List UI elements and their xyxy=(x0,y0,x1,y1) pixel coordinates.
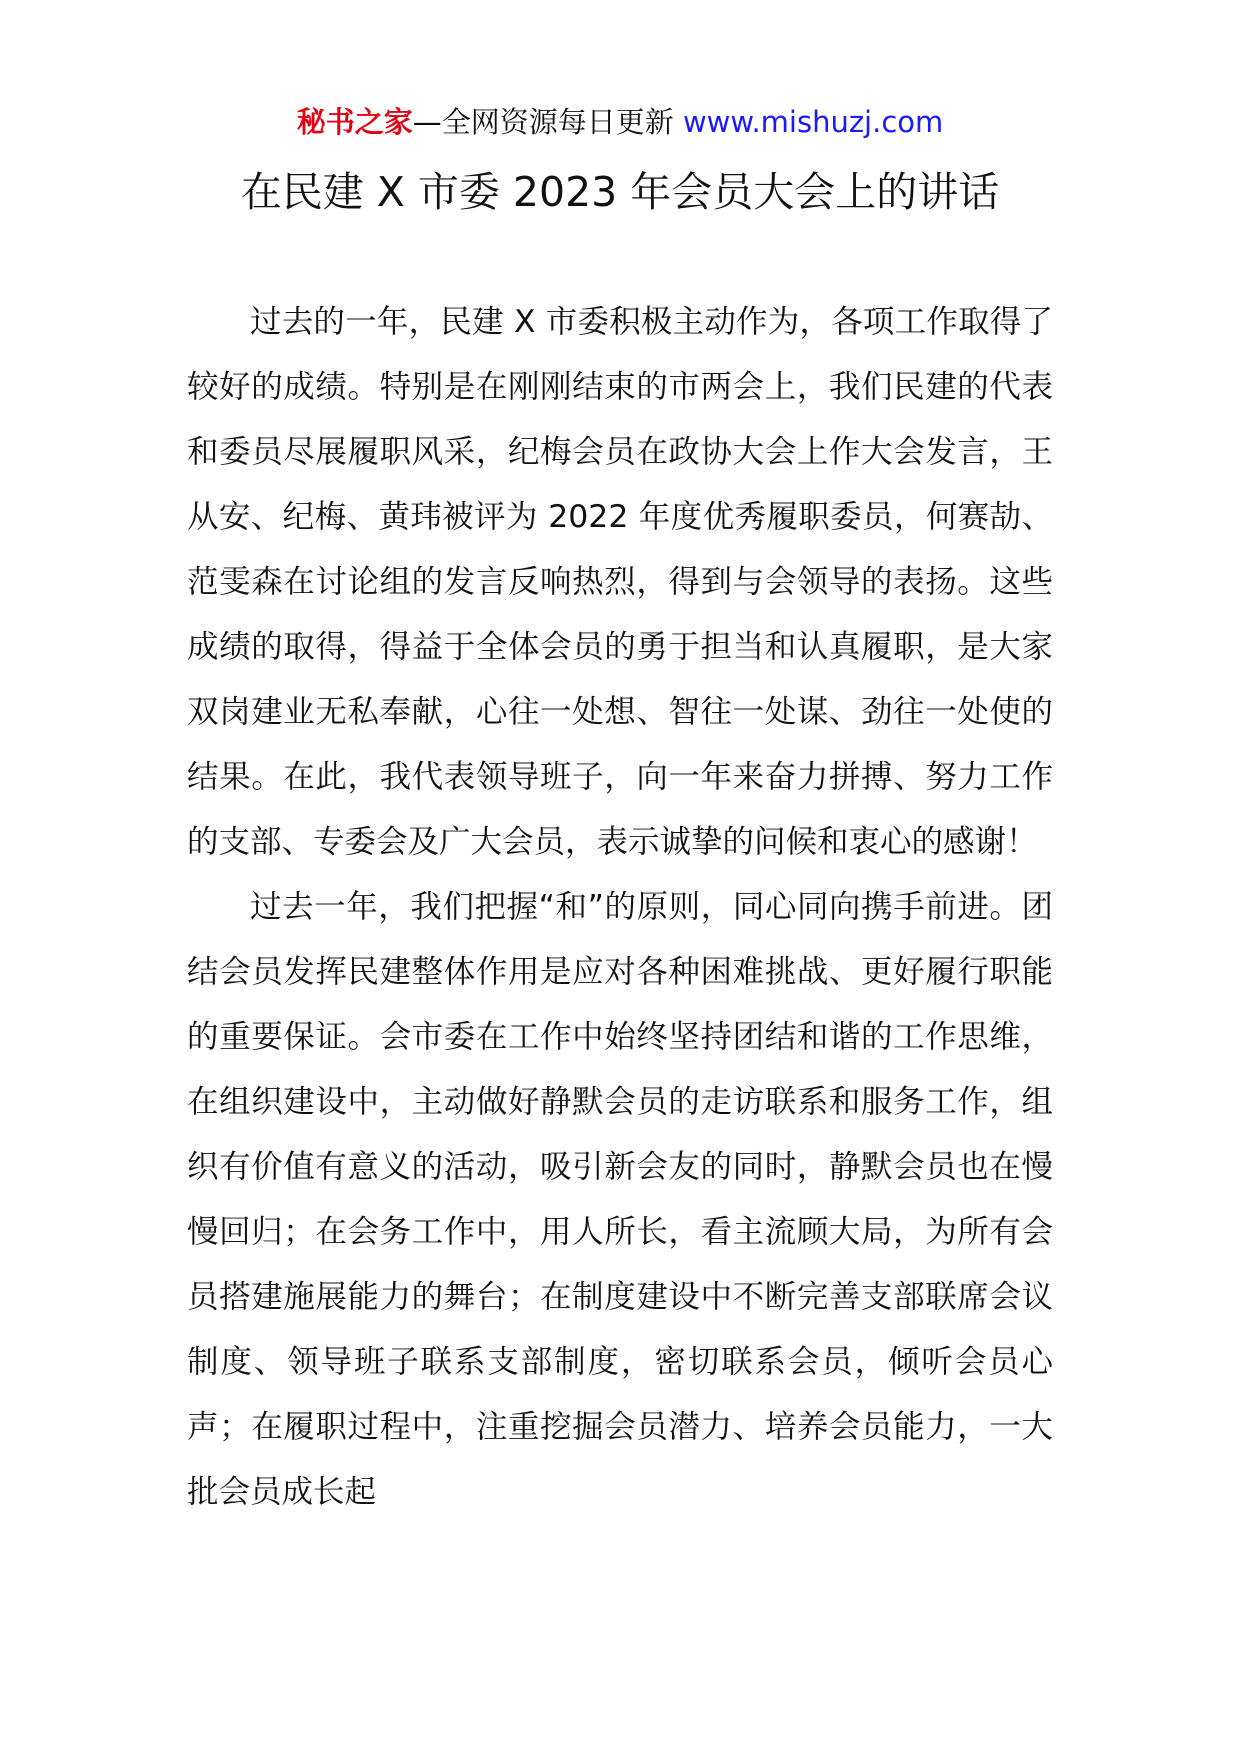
site-header xyxy=(0,102,1240,142)
paragraph: 过去一年，我们把握“和”的原则，同心同向携手前进。团结会员发挥民建整体作用是应对各种困难挑战、更好履行职能的重要保证。会市委在工作中始终坚持团结和谐的工作思维，在组织建设中，主动做好静默会员的走访联系和服务工作，组织有价值有意义的活动，吸引新会友的同时，静默会员也在慢慢回归；在会务工作中，用人所长，看主流顾大局，为所有会员搭建施展能力的舞台；在制度建设中不断完善支部联席会议制度、领导班子联系支部制度，密切联系会员，倾听会员心声；在履职过程中，注重挖掘会员潜力、培养会员能力，一大批会员成长起 xyxy=(187,889,1053,1510)
paragraph: 过去的一年，民建 X 市委积极主动作为，各项工作取得了较好的成绩。特别是在刚刚结束的市两会上，我们民建的代表和委员尽展履职风采，纪梅会员在政协大会上作大会发言，王从安、纪梅、黄玮被评为 2022 年度优秀履职委员，何赛劼、范雯森在讨论组的发言反响热烈，得到与会领导的表扬。这些成绩的取得，得益于全体会员的勇于担当和认真履职，是大家双岗建业无私奉献，心往一处想、智往一处谋、劲往一处使的结果。在此，我代表领导班子，向一年来奋力拼搏、努力工作的支部、专委会及广大会员，表示诚挚的问候和衷心的感谢！ xyxy=(187,304,1053,860)
site-url-link[interactable]: www.mishuzj.com xyxy=(682,105,944,139)
site-brand: 秘书之家 xyxy=(296,105,413,139)
site-slogan: —全网资源每日更新 xyxy=(412,105,683,139)
document-title: 在民建 X 市委 2023 年会员大会上的讲话 xyxy=(240,168,1000,216)
document-body xyxy=(187,290,1053,1525)
